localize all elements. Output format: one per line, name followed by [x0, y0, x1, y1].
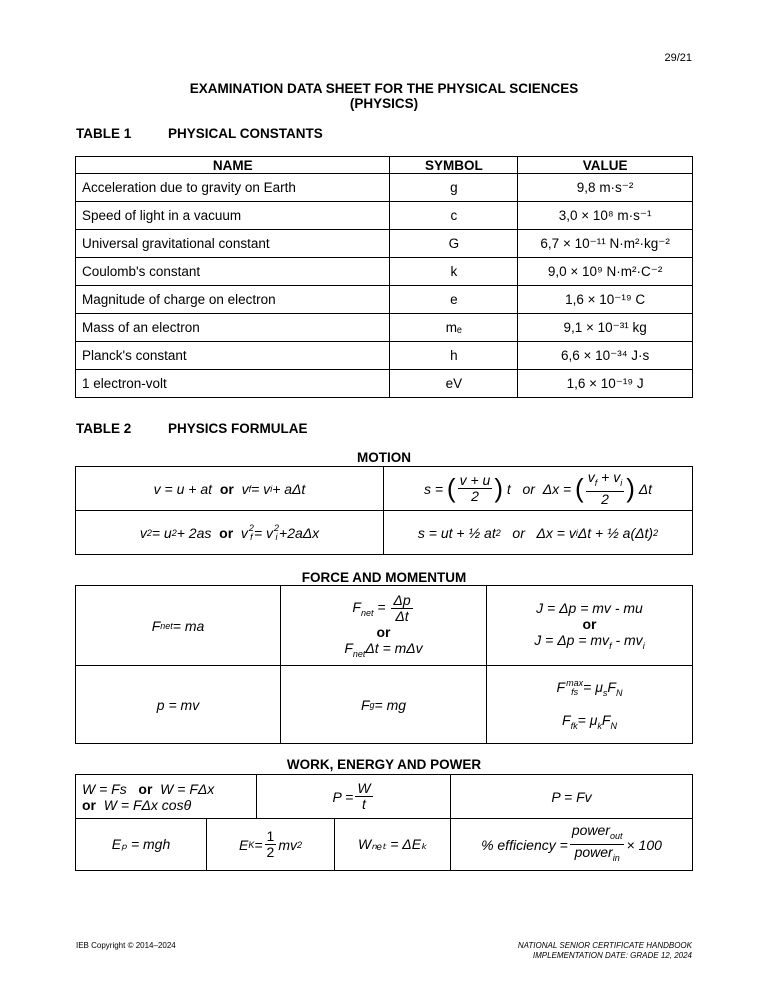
footer-handbook-line1: NATIONAL SENIOR CERTIFICATE HANDBOOK	[517, 941, 692, 950]
constant-value: 6,7 × 10⁻¹¹ N·m²·kg⁻²	[518, 230, 693, 258]
constant-value: 9,1 × 10⁻³¹ kg	[518, 314, 693, 342]
constant-symbol: g	[390, 174, 518, 202]
constant-value: 9,0 × 10⁹ N·m²·C⁻²	[518, 258, 693, 286]
work-formula-power-fv: P = Fv	[551, 788, 592, 805]
force-formula-impulse-rate: $F_{net}$ = $\frac{\Delta p}{\Delta t}$ or $F_{net}\Delta t = m\Delta v$	[344, 591, 423, 659]
constant-symbol: e	[390, 286, 518, 314]
constants-row	[76, 370, 693, 398]
constant-symbol: k	[390, 258, 518, 286]
constant-name: 1 electron-volt	[76, 370, 390, 398]
constant-symbol: mₑ	[390, 314, 518, 342]
motion-formula-displacement: s = ut + ½ at 2 or Δx = v i Δt + ½ a(Δt) 2	[417, 524, 659, 541]
motion-formula-velocity-squared: v 2 = u 2 + 2as or v 2 f = v 2 i +2aΔx	[139, 522, 320, 542]
constant-symbol: G	[390, 230, 518, 258]
constant-name: Magnitude of charge on electron	[76, 286, 390, 314]
constants-table	[75, 156, 693, 398]
force-formula-impulse: J = Δp = mv - mu or $J = \Delta p = mv_f - mv_i$	[534, 600, 645, 651]
col-header-value: VALUE	[518, 157, 693, 174]
constant-symbol: c	[390, 202, 518, 230]
constants-row	[76, 202, 693, 230]
force-formula-momentum: p = mv	[156, 696, 200, 713]
force-table	[75, 585, 693, 744]
constant-value: 6,6 × 10⁻³⁴ J·s	[518, 342, 693, 370]
force-formula-weight: F g = mg	[360, 696, 407, 713]
constant-name: Universal gravitational constant	[76, 230, 390, 258]
work-formula-wnet: Wₙₑₜ = ΔEₖ	[358, 836, 427, 852]
table1-name: PHYSICAL CONSTANTS	[168, 126, 323, 141]
constants-row	[76, 286, 693, 314]
table1-number: TABLE 1	[76, 126, 132, 141]
table2-name: PHYSICS FORMULAE	[168, 421, 308, 436]
constant-name: Speed of light in a vacuum	[76, 202, 390, 230]
constant-value: 1,6 × 10⁻¹⁹ J	[518, 370, 693, 398]
force-title: FORCE AND MOMENTUM	[301, 570, 467, 585]
footer-copyright: IEB Copyright © 2014–2024	[76, 941, 176, 950]
motion-formula-velocity: v = u + at or v f = v i + aΔt	[153, 480, 306, 497]
work-formula-ek: E K = $\frac{1}{2}$ mv 2	[238, 828, 303, 860]
work-formula-power: P = $\frac{W}{t}$	[332, 780, 371, 812]
motion-title: MOTION	[357, 450, 411, 465]
table2-number: TABLE 2	[76, 421, 132, 436]
col-header-symbol: SYMBOL	[390, 157, 518, 174]
constant-value: 9,8 m·s⁻²	[518, 174, 693, 202]
constants-row	[76, 314, 693, 342]
work-title: WORK, ENERGY AND POWER	[286, 757, 482, 772]
work-formula-efficiency: % efficiency = $\frac{power_{out}}{power_{in}}$ × 100	[481, 822, 662, 863]
page-subtitle: (PHYSICS)	[349, 96, 419, 111]
footer-handbook	[518, 941, 692, 961]
footer-handbook-line2: IMPLEMENTATION DATE: GRADE 12, 2024	[532, 951, 692, 960]
force-formula-fnet: F net = ma	[151, 617, 205, 634]
work-table	[75, 774, 693, 871]
motion-table	[75, 466, 693, 555]
constants-row	[76, 230, 693, 258]
force-formula-friction: F max fs = $\mu_sF_N$ $F_{fk}= \mu_kF_N$	[556, 678, 623, 731]
constant-name: Mass of an electron	[76, 314, 390, 342]
motion-formula-displacement-avg: s = ( $\frac{v + u}{2}$ ) t or Δx = ( $\frac{v_f + v_i}{2}$ ) Δt	[423, 469, 653, 507]
constant-name: Acceleration due to gravity on Earth	[76, 174, 390, 202]
page-title: EXAMINATION DATA SHEET FOR THE PHYSICAL SCIENCES	[189, 81, 579, 96]
constant-name: Coulomb's constant	[76, 258, 390, 286]
constants-row	[76, 342, 693, 370]
constant-symbol: eV	[390, 370, 518, 398]
page-number: 29/21	[664, 52, 692, 64]
constant-name: Planck's constant	[76, 342, 390, 370]
constant-symbol: h	[390, 342, 518, 370]
constants-row	[76, 174, 693, 202]
work-formula-ep: Eₚ = mgh	[111, 836, 171, 852]
constant-value: 3,0 × 10⁸ m·s⁻¹	[518, 202, 693, 230]
col-header-name: NAME	[76, 157, 390, 174]
constants-row	[76, 258, 693, 286]
work-formula-work: W = Fs or W = FΔx or W = FΔx cosθ	[82, 780, 215, 813]
constant-value: 1,6 × 10⁻¹⁹ C	[518, 286, 693, 314]
